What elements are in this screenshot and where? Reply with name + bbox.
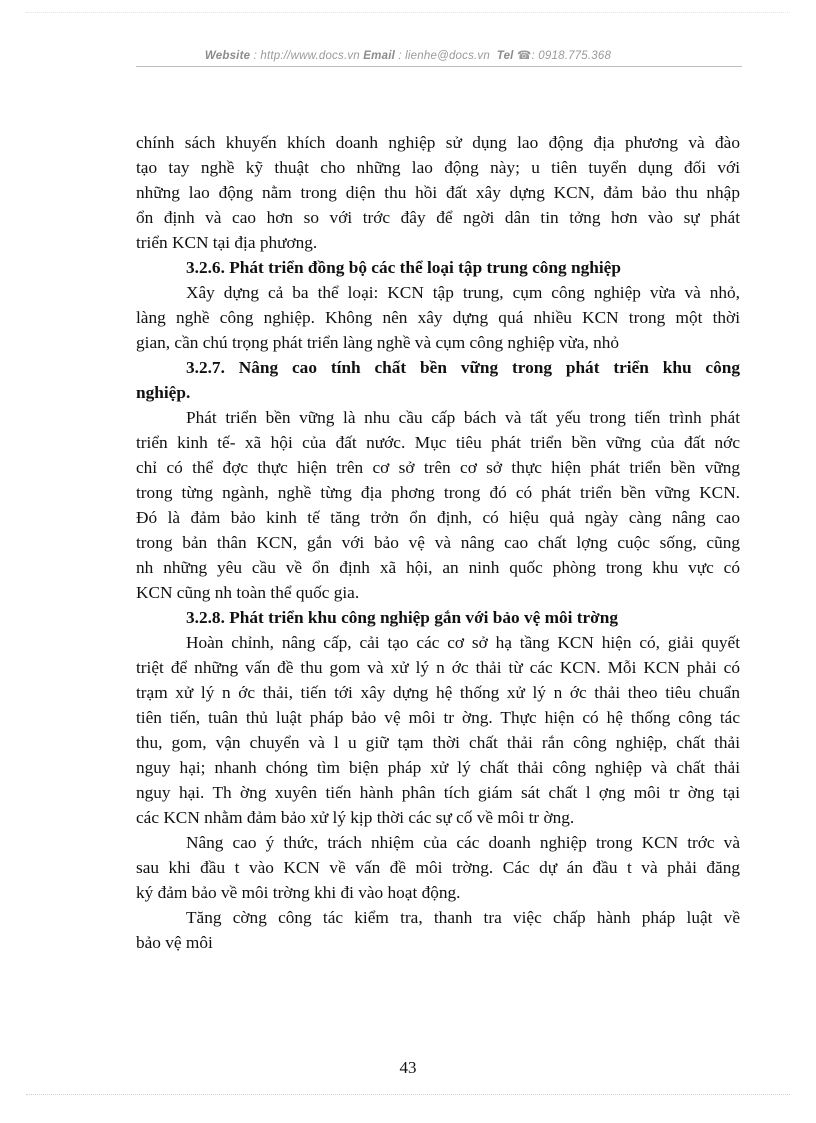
body-line: trạm xử lý n ớc thải, tiến tới xây dựng hệ thống xử lý n ớc thải theo tiêu chuẩn (136, 683, 740, 702)
paragraph-first-line: Phát triển bền vững là nhu cầu cấp bách và tất yếu trong tiến trình phát (186, 408, 740, 427)
body-line: chính sách khuyến khích doanh nghiệp sử dụng lao động địa phương và đào (136, 133, 740, 152)
document-body (136, 130, 740, 955)
paragraph-first-line: Tăng cờng công tác kiểm tra, thanh tra việc chấp hành pháp luật về (186, 908, 740, 927)
body-line: triệt để những vấn đề thu gom và xử lý n ớc thải từ các KCN. Mỗi KCN phải có (136, 658, 740, 677)
tel-number: : 0918.775.368 (531, 50, 612, 62)
body-line: những lao động nằm trong diện thu hồi đất xây dựng KCN, đảm bảo thu nhập (136, 183, 740, 202)
body-line: nh những yêu cầu về ổn định xã hội, an ninh quốc phòng trong khu vực có (136, 558, 740, 577)
body-line: gian, cần chú trọng phát triển làng nghề và cụm công nghiệp vừa, nhỏ (136, 333, 620, 352)
section-heading: 3.2.7. Nâng cao tính chất bền vững trong phát triển khu công (186, 358, 740, 377)
body-line: làng nghề công nghiệp. Không nên xây dựng quá nhiều KCN trong một thời (136, 308, 740, 327)
website-url[interactable]: http://www.docs.vn (260, 50, 360, 62)
paragraph-first-line: Xây dựng cả ba thể loại: KCN tập trung, cụm công nghiệp vừa và nhỏ, (186, 283, 740, 302)
page-number: 43 (399, 1058, 417, 1077)
tel-label: Tel (496, 50, 514, 62)
section-heading: 3.2.8. Phát triển khu công nghiệp gắn với bảo vệ môi trờng (186, 608, 619, 627)
email-label: Email (363, 50, 395, 62)
email-sep: : (394, 50, 406, 62)
body-line: ký đảm bảo về môi trờng khi đi vào hoạt động. (136, 883, 461, 902)
body-line: tạo tay nghề kỹ thuật cho những lao động này; u tiên tuyển dụng đối với (136, 158, 740, 177)
body-line: các KCN nhằm đảm bảo xử lý kịp thời các sự cố về môi tr ờng. (136, 808, 575, 827)
body-line: triển KCN tại địa phương. (136, 233, 318, 252)
body-line: Đó là đảm bảo kinh tế tăng trởn ổn định, có hiệu quả ngày càng nâng cao (136, 508, 740, 527)
footer-dotted-rule (26, 1094, 790, 1095)
section-heading: 3.2.6. Phát triển đồng bộ các thể loại tập trung công nghiệp (186, 258, 621, 277)
body-line: nguy hại. Th ờng xuyên tiến hành phân tích giám sát chất l ợng môi tr ờng tại (136, 783, 740, 802)
body-line: bảo vệ môi (136, 933, 213, 952)
body-line: trong bản thân KCN, gắn với bảo vệ và nâng cao chất lợng cuộc sống, cũng (136, 533, 740, 552)
phone-icon: ☎ (516, 50, 532, 62)
body-line: nguy hại; nhanh chóng tìm biện pháp xử lý chất thải công nghiệp và chất thải (136, 758, 740, 777)
body-line: tiên tiến, tuân thủ luật pháp bảo vệ môi tr ờng. Thực hiện có hệ thống công tác (136, 708, 740, 727)
website-sep: : (250, 50, 261, 62)
body-line: KCN cũng nh toàn thể quốc gia. (136, 583, 360, 602)
website-label: Website (204, 50, 251, 62)
body-line: trong từng ngành, nghề từng địa phơng trong đó có phát triển bền vững KCN. (136, 483, 740, 502)
body-line: chỉ có thể đợc thực hiện trên cơ sở trên cơ sở thực hiện phát triển bền vững (136, 458, 740, 477)
paragraph-first-line: Nâng cao ý thức, trách nhiệm của các doanh nghiệp trong KCN trớc và (186, 833, 740, 852)
body-line: sau khi đầu t vào KCN về vấn đề môi trờng. Các dự án đầu t và phải đăng (136, 858, 740, 877)
page-header (0, 48, 816, 62)
body-line: ổn định và cao hơn so với trớc đây để ngời dân tin tởng hơn vào sự phát (136, 208, 740, 227)
header-rule (136, 66, 742, 67)
top-dotted-rule (26, 12, 790, 13)
body-line: triển kinh tế- xã hội của đất nước. Mục tiêu phát triển bền vững của đất nớc (136, 433, 740, 452)
email-address[interactable]: lienhe@docs.vn (405, 50, 490, 62)
body-line: thu, gom, vận chuyển và l u giữ tạm thời chất thải rắn công nghiệp, chất thải (136, 733, 740, 752)
paragraph-first-line: Hoàn chỉnh, nâng cấp, cải tạo các cơ sở hạ tầng KCN hiện có, giải quyết (186, 633, 740, 652)
section-heading: nghiệp. (136, 383, 191, 402)
